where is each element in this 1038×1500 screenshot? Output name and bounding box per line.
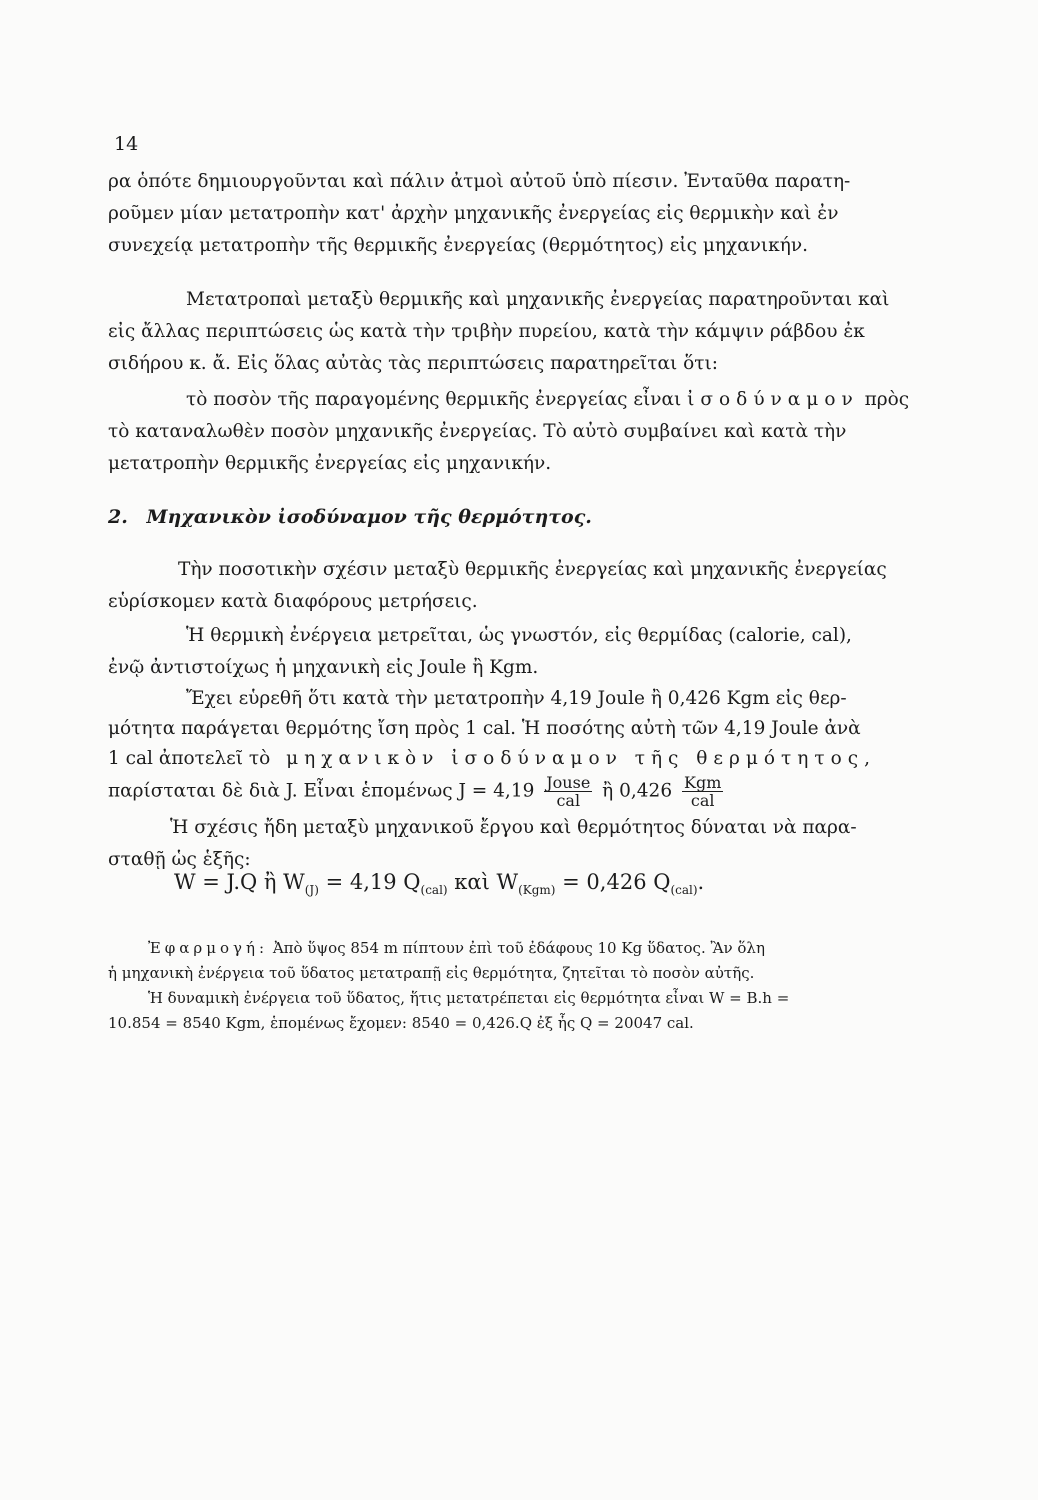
paragraph-5 [108,620,928,684]
text-line [108,744,928,774]
equation-part: = 0,426 Q [555,870,671,894]
text-line [108,384,928,416]
text-line: συνεχείᾳ μετατροπὴν τῆς θερμικῆς ἐνεργείας (θερμότητος) εἰς μηχανικήν. [108,235,808,256]
equation-part: . [697,870,705,894]
paragraph-2 [108,284,928,380]
text-line: μότητα παράγεται θερμότης ἴση πρὸς 1 cal. Ἡ ποσότης αὐτὴ τῶν 4,19 Joule ἀνὰ [108,718,861,739]
application-example [108,936,928,1036]
text-line: εὑρίσκομεν κατὰ διαφόρους μετρήσεις. [108,591,478,612]
equation-subscript: (cal) [420,883,448,898]
text-line: μετατροπὴν θερμικῆς ἐνεργείας εἰς μηχανικήν. [108,453,552,474]
text-line [108,936,928,961]
text-line: Τὴν ποσοτικὴν σχέσιν μεταξὺ θερμικῆς ἐνεργείας καὶ μηχανικῆς ἐνεργείας [178,559,887,580]
fraction-numerator: Kgm [684,773,722,792]
page-number: 14 [114,133,139,155]
paragraph-4 [108,554,928,618]
text-line: ἡ μηχανικὴ ἐνέργεια τοῦ ὕδατος μετατραπῇ εἰς θερμότητα, ζητεῖται τὸ ποσὸν αὐτῆς. [108,964,755,982]
text-line: Ἡ θερμικὴ ἐνέργεια μετρεῖται, ὡς γνωστόν, εἰς θερμίδας (calorie, cal), [186,625,852,646]
text-line: Μετατροπαὶ μεταξὺ θερμικῆς καὶ μηχανικῆς ἐνεργείας παρατηροῦνται καὶ [186,289,890,310]
text-line: σταθῇ ὡς ἑξῆς: [108,849,251,870]
equation-part: W = J.Q ἢ W [174,870,305,894]
equation-subscript: (J) [304,883,319,898]
text-line: ρα ὁπότε δημιουργοῦνται καὶ πάλιν ἀτμοὶ αὐτοῦ ὑπὸ πίεσιν. Ἐνταῦθα παρατη- [108,171,851,192]
text-line: Ἡ δυναμικὴ ἐνέργεια τοῦ ὕδατος, ἥτις μετατρέπεται εἰς θερμότητα εἶναι W = B.h = [148,989,790,1007]
main-equation [174,870,704,897]
spaced-emphasis: ἰσοδύναμον [687,389,859,410]
equation-subscript: (cal) [670,883,698,898]
paragraph-1 [108,166,928,262]
fraction-denominator: cal [556,791,581,810]
fraction-kgm-per-cal [682,774,723,809]
text-line: 10.854 = 8540 Kgm, ἑπομένως ἔχομεν: 8540 = 0,426.Q ἐξ ἧς Q = 20047 cal. [108,1014,694,1032]
paragraph-6 [108,684,928,809]
paragraph-3 [108,384,928,480]
fraction-denominator: cal [690,791,715,810]
equation-subscript: (Kgm) [518,883,556,898]
equation-part: καὶ W [447,870,519,894]
fraction-numerator: Jouse [546,773,591,792]
section-heading [108,506,592,528]
section-number: 2. [108,506,128,528]
text-line: ἐνῷ ἀντιστοίχως ἡ μηχανικὴ εἰς Joule ἢ Kgm. [108,657,539,678]
text-line: εἰς ἄλλας περιπτώσεις ὡς κατὰ τὴν τριβὴν πυρείου, κατὰ τὴν κάμψιν ράβδου ἐκ [108,321,865,342]
text-line: ροῦμεν μίαν μετατροπὴν κατ' ἀρχὴν μηχανικῆς ἐνεργείας εἰς θερμικὴν καὶ ἐν [108,203,839,224]
spaced-emphasis: μηχανικὸν ἰσοδύναμον τῆς θερμότητος, [286,748,876,769]
text-line: τὸ καταναλωθὲν ποσὸν μηχανικῆς ἐνεργείας. Τὸ αὐτὸ συμβαίνει καὶ κατὰ τὴν [108,421,847,442]
text-segment: ἢ 0,426 [602,780,673,802]
text-segment: Ἀπὸ ὕψος 854 m πίπτουν ἐπὶ τοῦ ἐδάφους 10 Kg ὕδατος. Ἂν ὅλη [272,939,765,957]
text-line [108,774,928,809]
text-segment: τὸ ποσὸν τῆς παραγομένης θερμικῆς ἐνεργείας εἶναι [186,389,682,410]
text-line: Ἔχει εὑρεθῆ ὅτι κατὰ τὴν μετατροπὴν 4,19 Joule ἢ 0,426 Kgm εἰς θερ- [186,688,847,709]
paragraph-7 [108,812,928,876]
text-line: Ἡ σχέσις ἤδη μεταξὺ μηχανικοῦ ἔργου καὶ θερμότητος δύναται νὰ παρα- [170,817,857,838]
text-line: σιδήρου κ. ἄ. Εἰς ὅλας αὐτὰς τὰς περιπτώσεις παρατηρεῖται ὅτι: [108,353,718,374]
text-segment: πρὸς [864,389,910,410]
text-segment: παρίσταται δὲ διὰ J. Εἶναι ἑπομένως J = 4,19 [108,780,535,802]
application-label: Ἐφαρμογή: [148,939,269,957]
fraction-joule-per-cal [544,774,592,809]
text-segment: 1 cal ἀποτελεῖ τὸ [108,748,271,769]
section-title: Μηχανικὸν ἰσοδύναμον τῆς θερμότητος. [146,506,592,528]
equation-part: = 4,19 Q [318,870,421,894]
